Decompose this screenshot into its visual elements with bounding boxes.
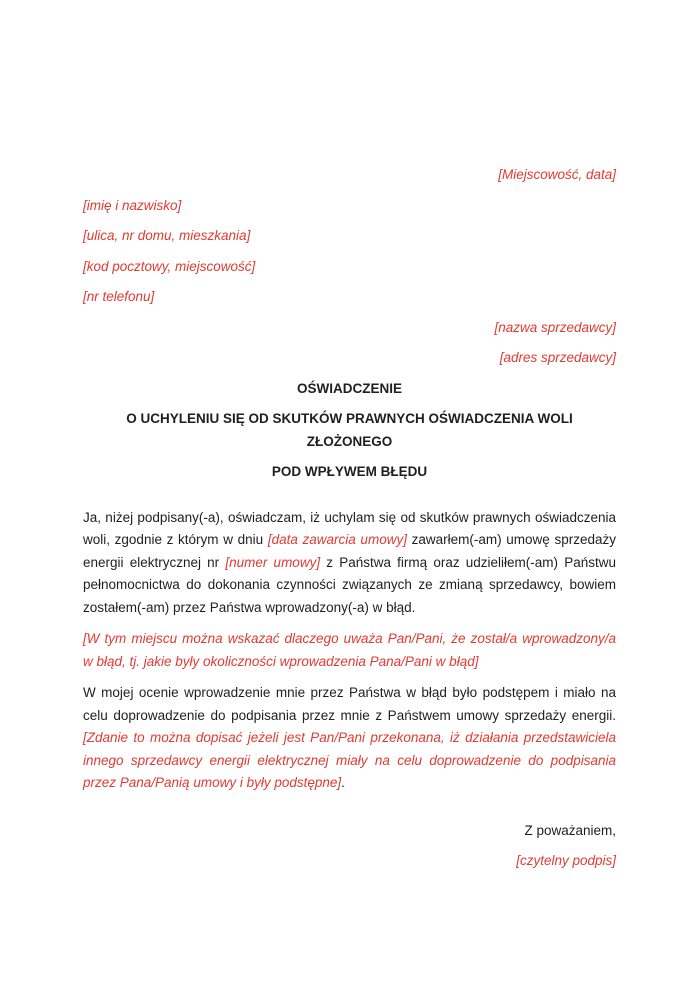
body-paragraph [83,682,616,795]
body-text: z Państwa firmą oraz udzieliłem(-am) Państwu pełnomocnictwa do dokonania czynności związanych ze zmianą sprzedawcy, bowiem zostałem(-am) przez Państwa wprowadzony(-a) w błąd. [83,554,617,615]
body-text: . [341,775,345,790]
document-title [83,378,616,484]
placeholder-text: [W tym miejscu można wskazać dlaczego uważa Pan/Pani, że został/a wprowadzony/a w błąd, tj. jakie były okoliczności wprowadzenia Pana/Pani w błąd] [83,631,616,669]
body-text: W mojej ocenie wprowadzenie mnie przez Państwa w błąd było podstępem i miało na celu doprowadzenie do podpisania przez mnie z Państwem umowy sprzedaży energii. [83,685,616,723]
sender-street-placeholder: [ulica, nr domu, mieszkania] [83,228,251,243]
placeholder-text: [data zawarcia umowy] [267,532,407,547]
body-text: zawarłem(-am) umowę sprzedaży energii elektrycznej nr [83,532,616,570]
seller-address-placeholder: [adres sprzedawcy] [499,350,616,365]
body-text: Ja, niżej podpisany(-a), oświadczam, iż uchylam się od skutków prawnych oświadczenia woli, zgodnie z którym w dniu [83,509,616,547]
sender-name-placeholder: [imię i nazwisko] [83,197,182,213]
closing-block [83,820,616,873]
seller-name-placeholder: [nazwa sprzedawcy] [494,319,616,335]
signature-placeholder: [czytelny podpis] [516,853,616,868]
title-line-1: OŚWIADCZENIE [296,380,402,396]
sender-postcode-placeholder: [kod pocztowy, miejscowość] [83,258,256,274]
placeholder-text: [Zdanie to można dopisać jeżeli jest Pan/Pani przekonana, iż działania przedstawiciela innego sprzedawcy energii elektrycznej miały na celu doprowadzenie do podpisania przez Pana/Panią umowy i były podstępne] [83,730,616,790]
title-line-2: O UCHYLENIU SIĘ OD SKUTKÓW PRAWNYCH OŚWIADCZENIA WOLI ZŁOŻONEGO [126,411,573,449]
recipient-block [83,317,616,370]
body-paragraph [83,507,616,620]
title-line-3: POD WPŁYWEM BŁĘDU [271,464,428,479]
body-paragraph [83,628,616,673]
body-paragraphs [83,507,616,795]
sender-phone-placeholder: [nr telefonu] [83,289,155,304]
closing-salutation: Z poważaniem, [524,822,616,838]
place-date-placeholder: [Miejscowość, data] [498,167,616,182]
placeholder-text: [numer umowy] [225,554,321,570]
sender-block [83,195,616,309]
